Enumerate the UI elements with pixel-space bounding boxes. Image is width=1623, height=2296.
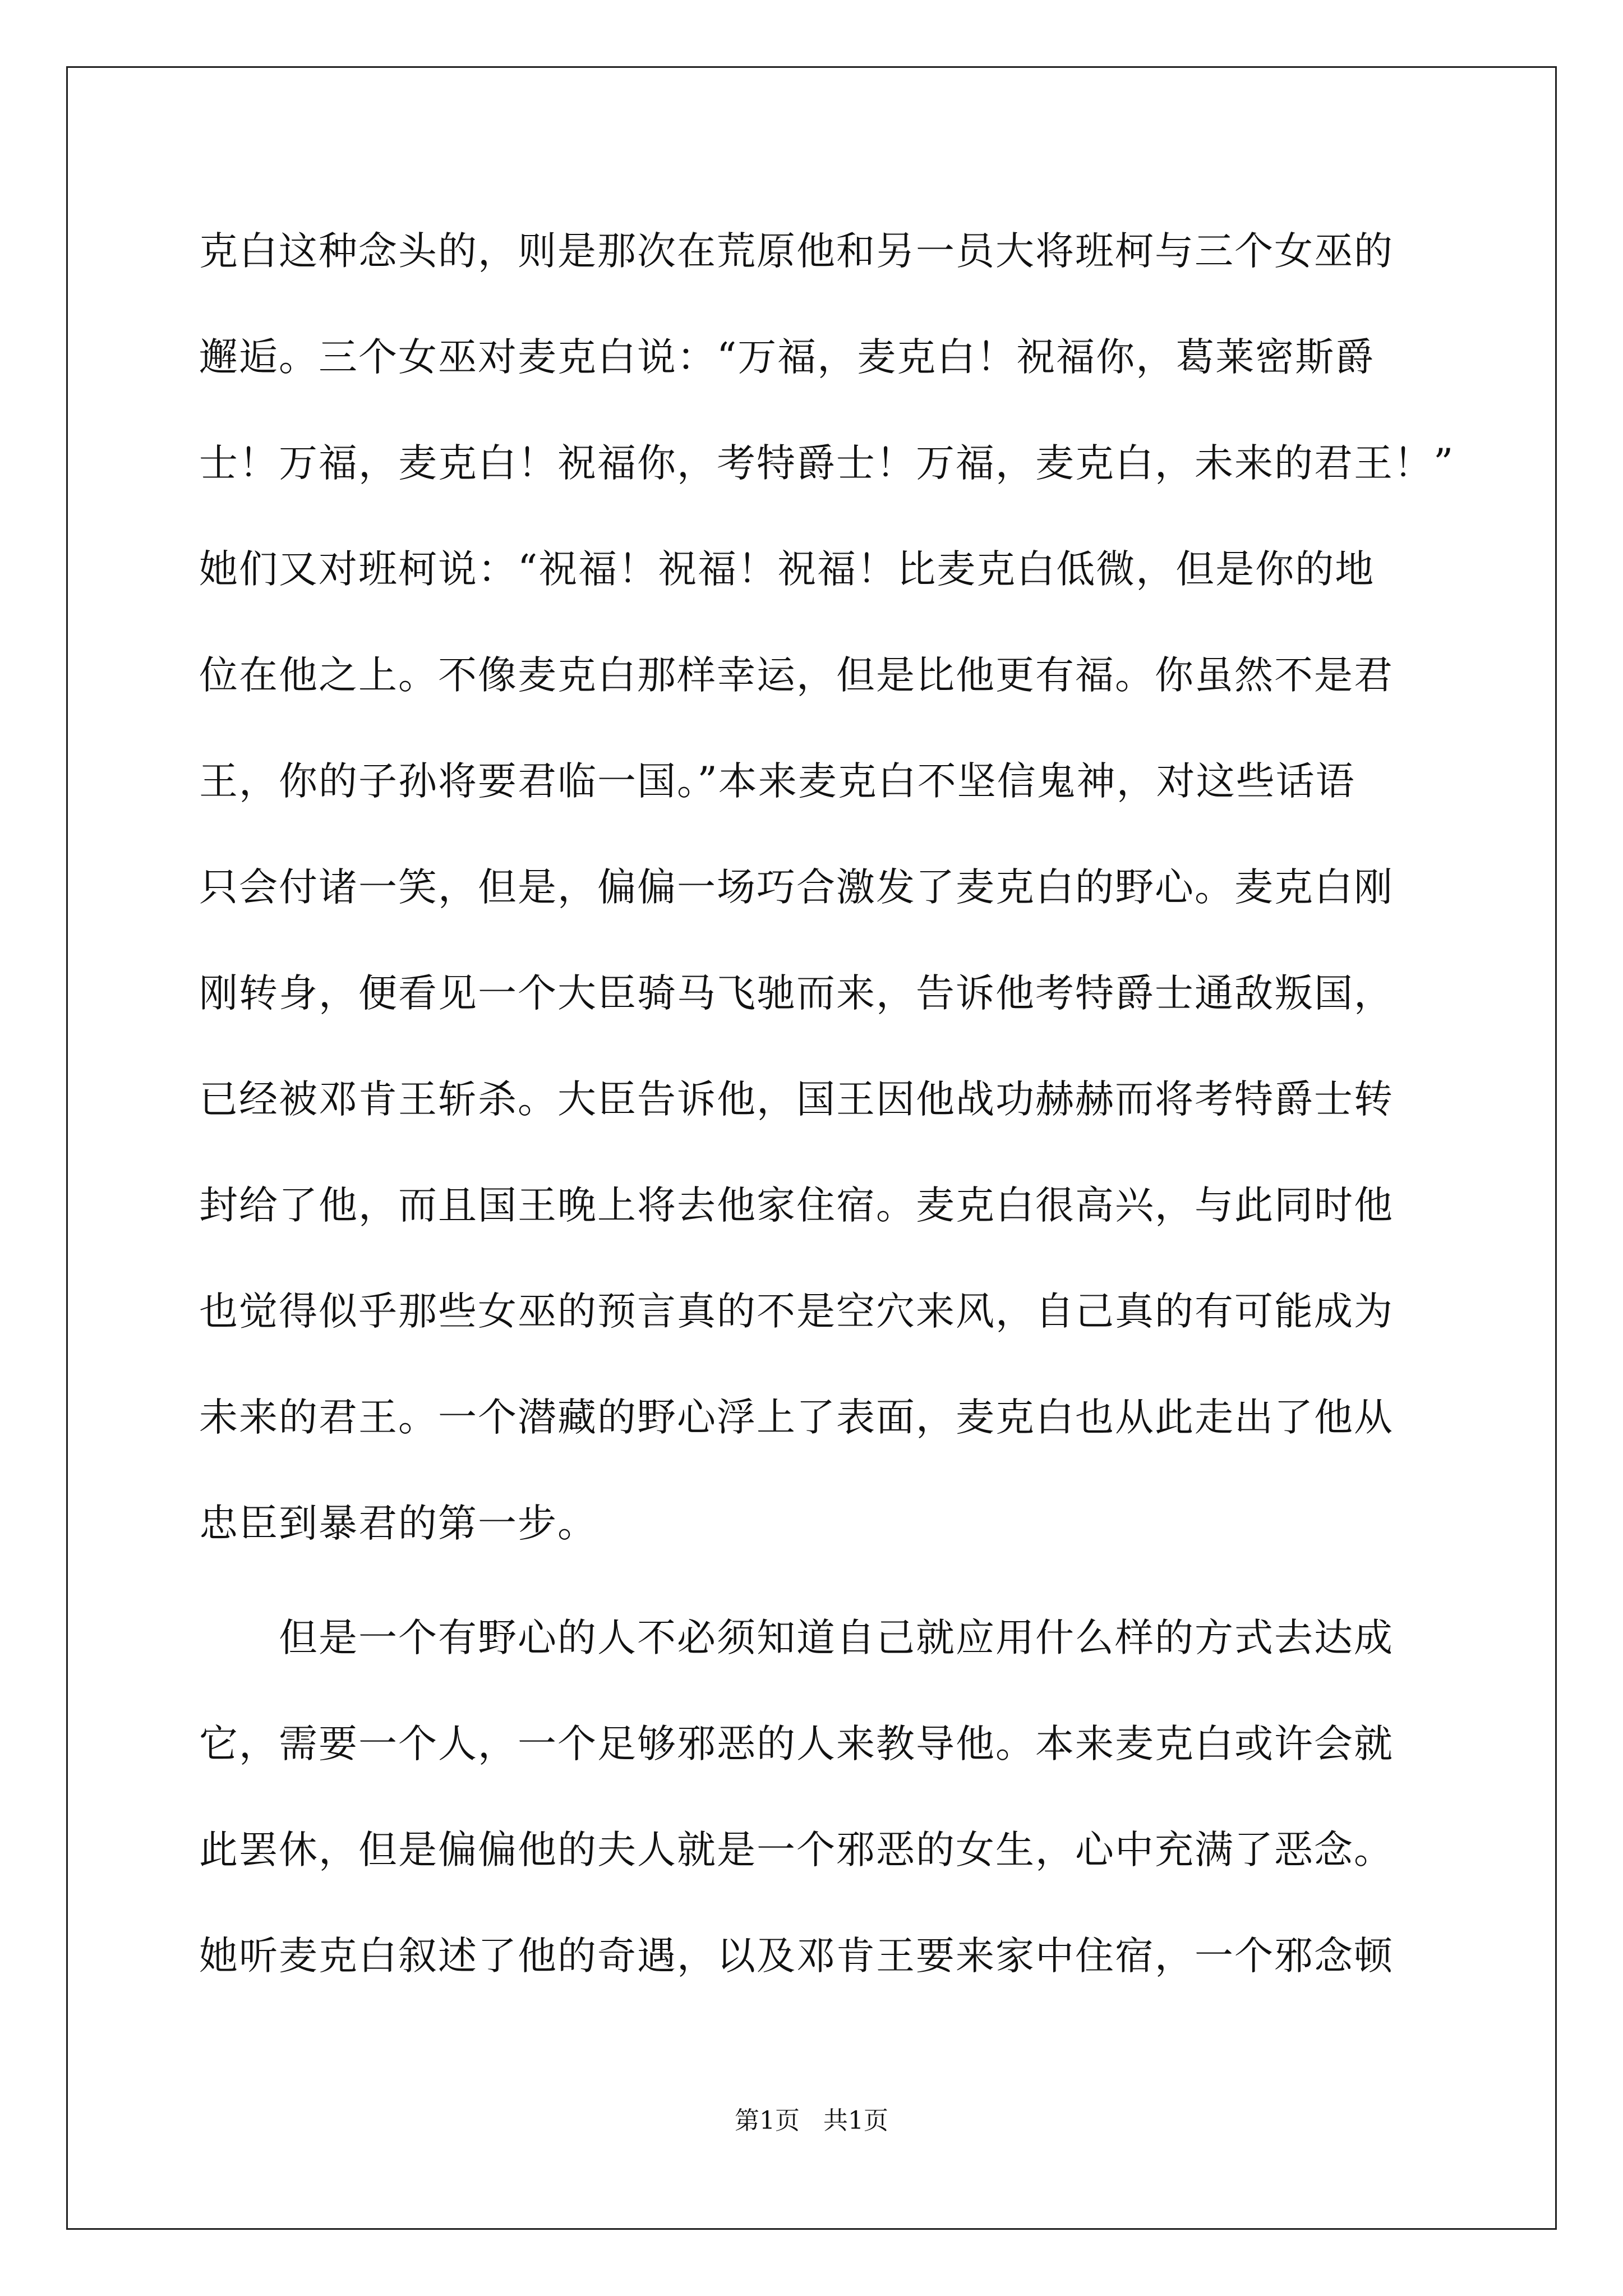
text-line: 位在他之上。不像麦克白那样幸运，但是比他更有福。你虽然不是君 — [199, 653, 1394, 698]
text-line: 已经被邓肯王斩杀。大臣告诉他，国王因他战功赫赫而将考特爵士转 — [199, 1077, 1394, 1122]
text-line: 未来的君王。一个潜藏的野心浮上了表面，麦克白也从此走出了他从 — [199, 1395, 1394, 1440]
text-line: 只会付诸一笑，但是，偏偏一场巧合激发了麦克白的野心。麦克白刚 — [199, 865, 1394, 910]
text-line: 它，需要一个人，一个足够邪恶的人来教导他。本来麦克白或许会就 — [199, 1722, 1394, 1766]
text-line: 邂逅。三个女巫对麦克白说：“万福，麦克白！祝福你，葛莱密斯爵 — [199, 335, 1375, 380]
page-border — [66, 66, 1557, 2230]
text-line: 也觉得似乎那些女巫的预言真的不是空穴来风，自己真的有可能成为 — [199, 1289, 1394, 1334]
text-line: 王，你的子孙将要君临一国。”本来麦克白不坚信鬼神，对这些话语 — [199, 759, 1355, 804]
text-line: 士！万福，麦克白！祝福你，考特爵士！万福，麦克白，未来的君王！” — [199, 441, 1455, 486]
text-line: 克白这种念头的，则是那次在荒原他和另一员大将班柯与三个女巫的 — [199, 229, 1394, 274]
text-line: 忠臣到暴君的第一步。 — [199, 1501, 597, 1546]
text-line: 她听麦克白叙述了他的奇遇，以及邓肯王要来家中住宿，一个邪念顿 — [199, 1934, 1394, 1978]
text-line: 封给了他，而且国王晚上将去他家住宿。麦克白很高兴，与此同时他 — [199, 1183, 1394, 1228]
text-line: 她们又对班柯说：“祝福！祝福！祝福！比麦克白低微，但是你的地 — [199, 547, 1375, 592]
text-line: 刚转身，便看见一个大臣骑马飞驰而来，告诉他考特爵士通敌叛国， — [199, 971, 1394, 1016]
text-line: 此罢休，但是偏偏他的夫人就是一个邪恶的女生，心中充满了恶念。 — [199, 1828, 1394, 1872]
page-footer: 第1页 共1页 — [735, 2106, 888, 2135]
text-line: 但是一个有野心的人不必须知道自己就应用什么样的方式去达成 — [199, 1616, 1394, 1660]
